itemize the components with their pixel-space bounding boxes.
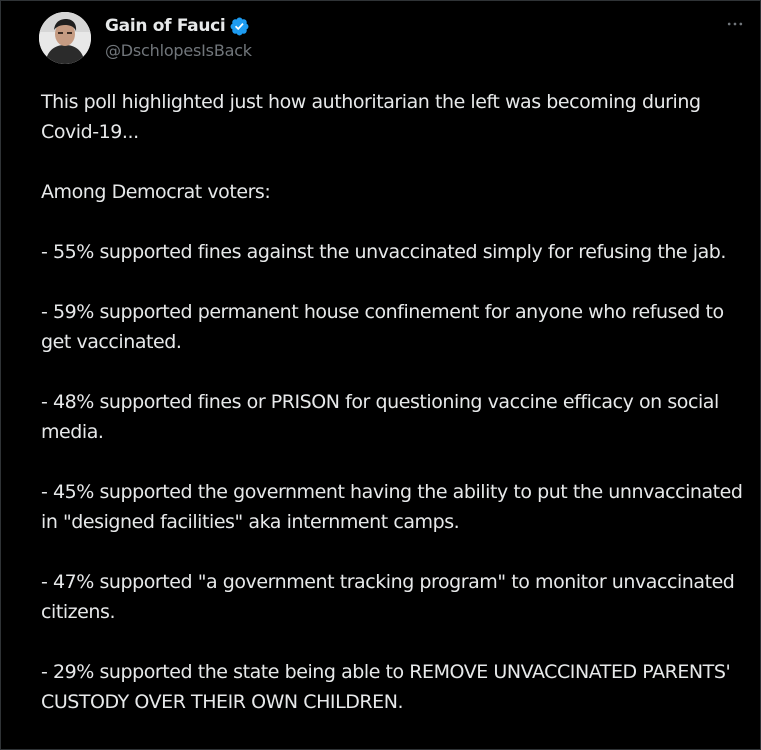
- author-display-name[interactable]: Gain of Fauci: [105, 16, 226, 36]
- tweet-paragraph: Among Democrat voters:: [41, 181, 271, 203]
- more-horizontal-icon: [725, 14, 745, 34]
- author-handle[interactable]: @DschlopesIsBack: [105, 41, 252, 60]
- tweet-text: [41, 87, 753, 717]
- tweet-paragraph: This poll highlighted just how authoritarian the left was becoming during Covid-19...: [41, 91, 701, 143]
- tweet-paragraph: - 59% supported permanent house confinement for anyone who refused to get vaccinated.: [41, 301, 724, 353]
- tweet-paragraph: - 29% supported the state being able to REMOVE UNVACCINATED PARENTS' CUSTODY OVER THEIR OWN CHILDREN.: [41, 661, 731, 713]
- tweet-paragraph: - 48% supported fines or PRISON for questioning vaccine efficacy on social media.: [41, 391, 719, 443]
- verified-badge-icon: [229, 16, 250, 37]
- more-options-button[interactable]: [722, 11, 748, 37]
- author-name-row: [105, 13, 250, 39]
- profile-photo-icon: [39, 12, 91, 64]
- avatar[interactable]: [39, 12, 91, 64]
- tweet-paragraph: - 45% supported the government having the ability to put the unnvaccinated in "designed facilities" aka internment camps.: [41, 481, 743, 533]
- tweet-paragraph: - 55% supported fines against the unvaccinated simply for refusing the jab.: [41, 241, 726, 263]
- tweet-paragraph: - 47% supported "a government tracking program" to monitor unvaccinated citizens.: [41, 571, 735, 623]
